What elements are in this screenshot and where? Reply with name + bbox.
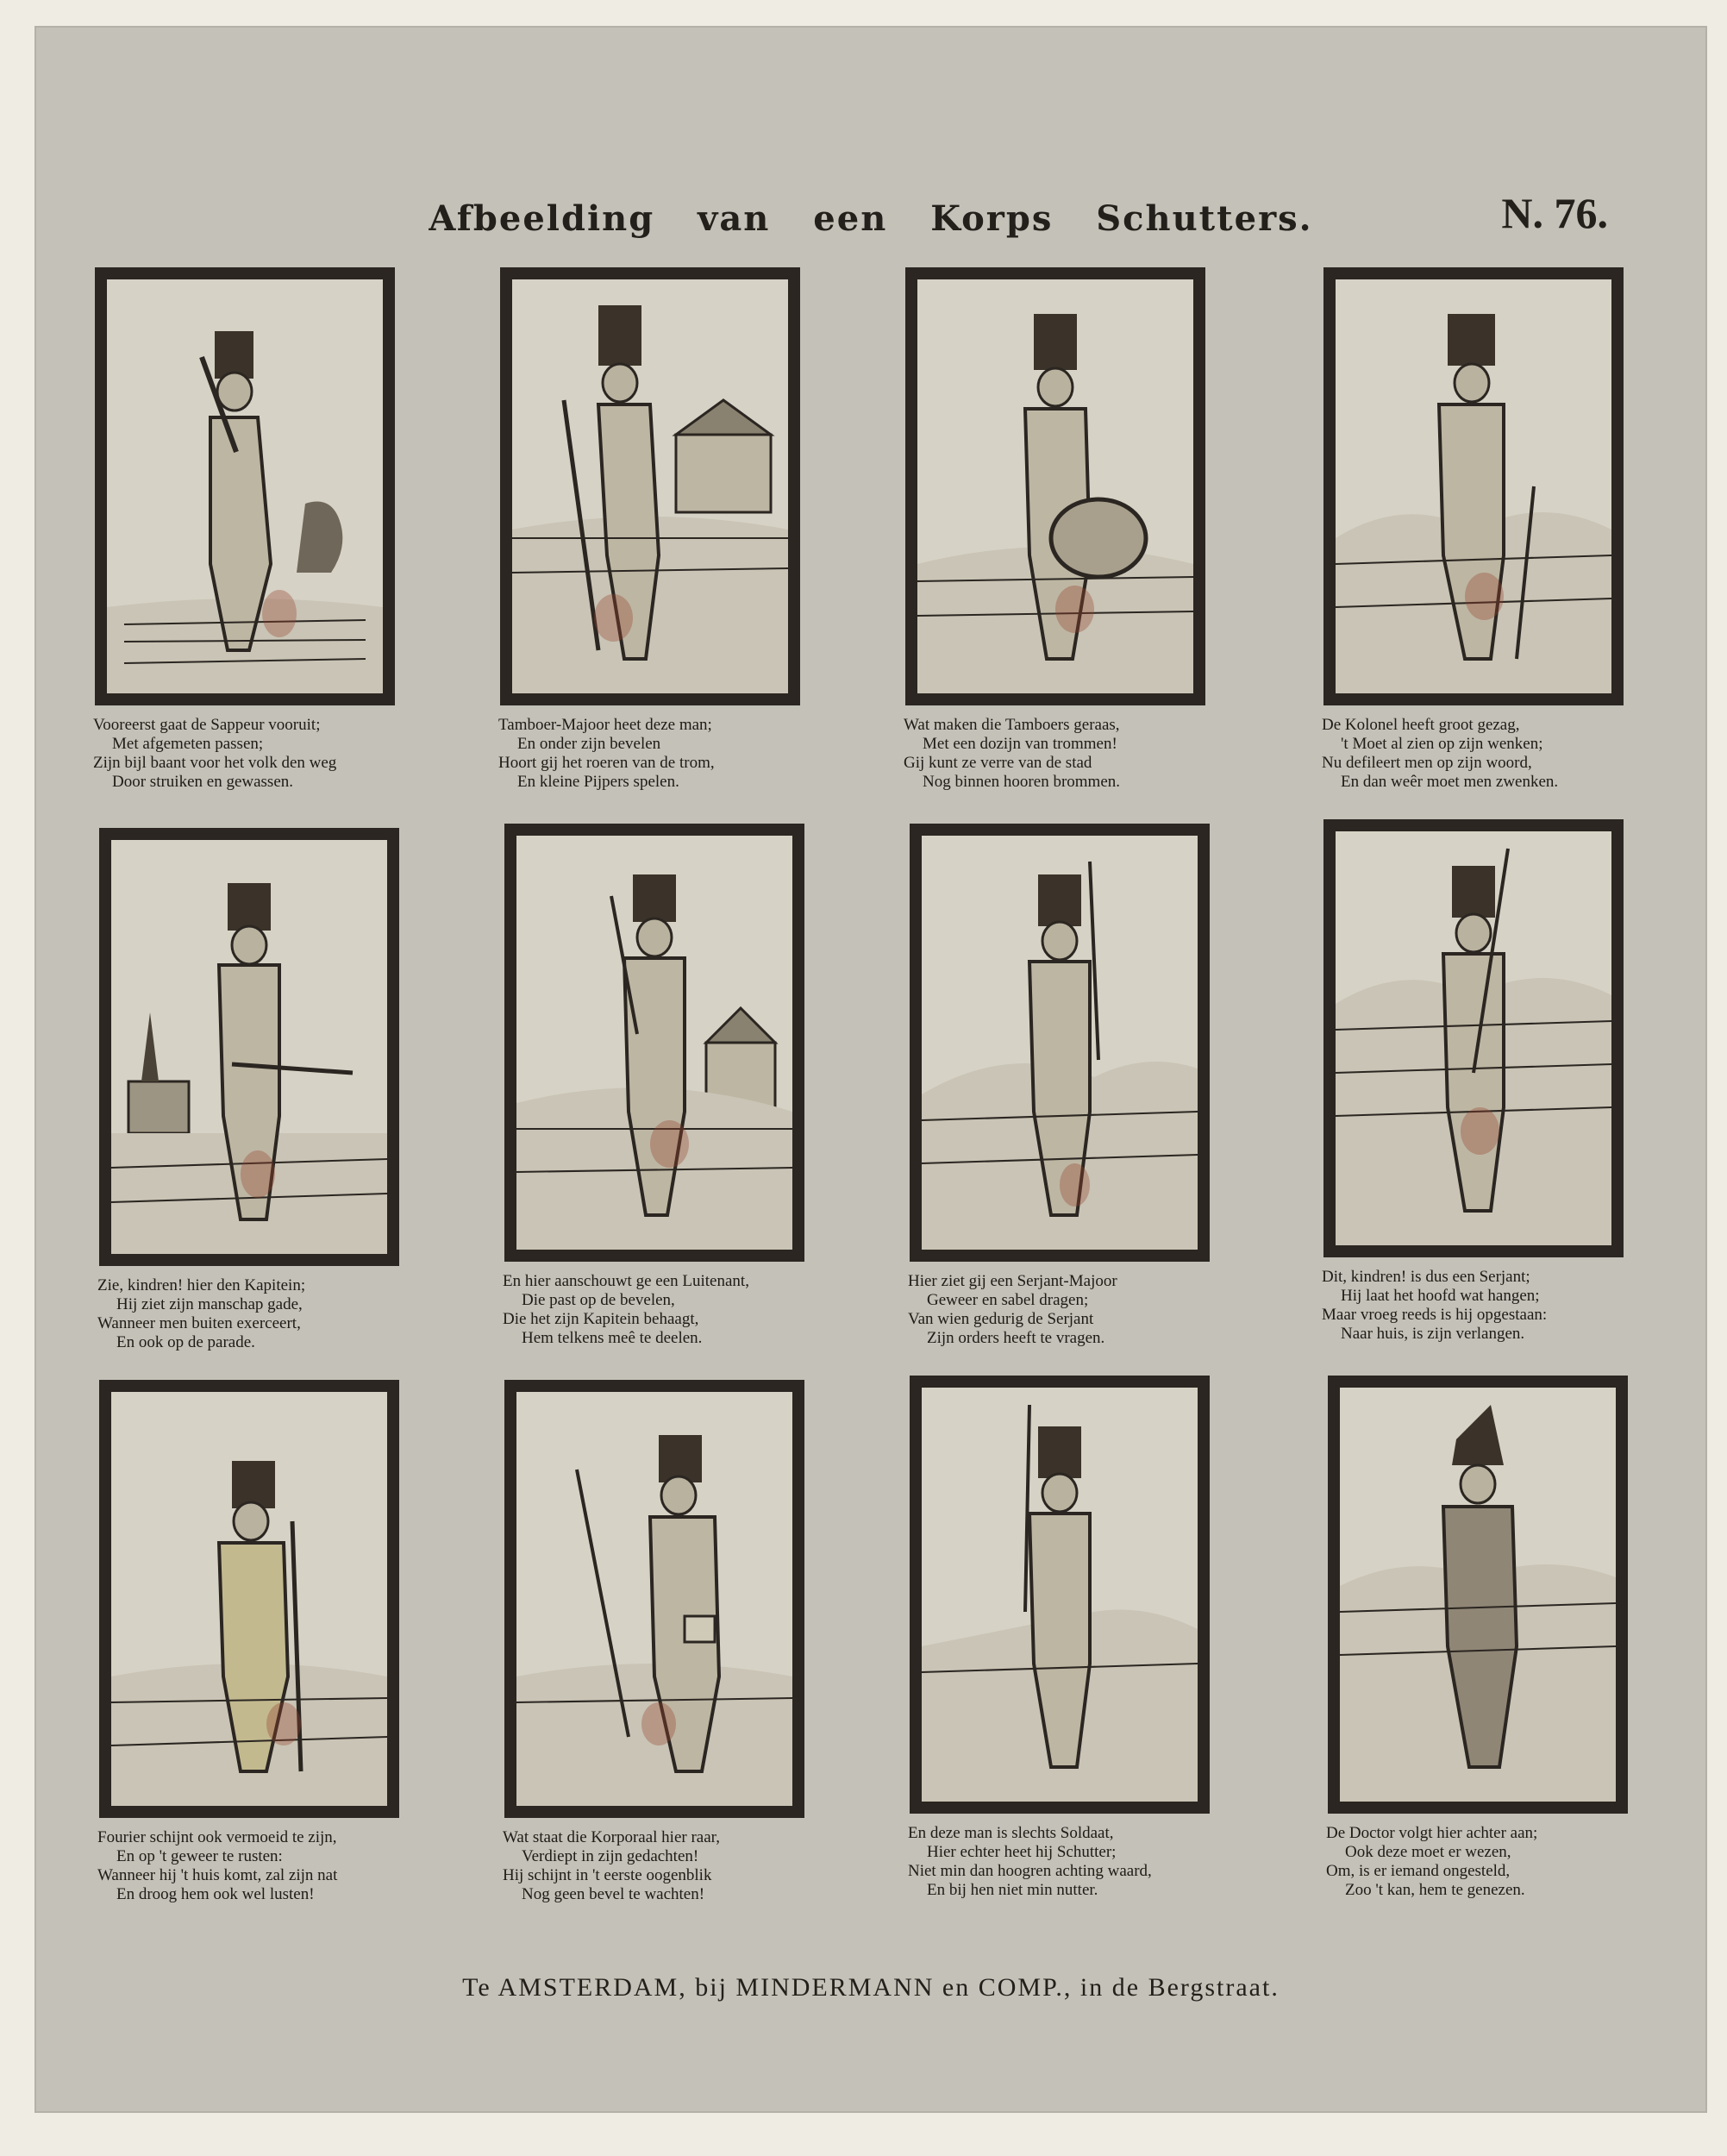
ink-stain xyxy=(1465,573,1504,620)
woodcut-doctor xyxy=(1328,1376,1628,1814)
verse xyxy=(1311,1824,1630,1900)
verse-line: Zie, kindren! hier den Kapitein; xyxy=(97,1276,306,1294)
print-cell xyxy=(487,824,806,1348)
woodcut-tamboer-majoor xyxy=(500,267,800,705)
verse-line: De Kolonel heeft groot gezag, xyxy=(1322,716,1520,734)
woodcut-tamboers xyxy=(905,267,1205,705)
verse-line: Zijn orders heeft te vragen. xyxy=(927,1329,1105,1347)
ink-stain xyxy=(1060,1163,1090,1206)
verse xyxy=(1306,716,1625,792)
print-cell xyxy=(483,267,802,792)
woodcut-luitenant xyxy=(504,824,804,1262)
ink-stain xyxy=(650,1120,689,1168)
ink-stain xyxy=(262,590,297,637)
print-cell xyxy=(892,1376,1211,1900)
soldier-illustration xyxy=(107,279,383,693)
verse xyxy=(888,716,1207,792)
soldier-illustration xyxy=(922,1388,1198,1802)
verse-line: Zijn bijl baant voor het volk den weg xyxy=(93,754,337,772)
verse-line: Verdiept in zijn gedachten! xyxy=(522,1847,699,1865)
verse xyxy=(892,1824,1211,1900)
soldier-illustration xyxy=(1336,279,1611,693)
woodcut-soldaat xyxy=(910,1376,1210,1814)
sheet-number: N. 76. xyxy=(1501,189,1608,237)
verse xyxy=(1306,1268,1625,1344)
verse xyxy=(82,1276,401,1352)
ink-stain xyxy=(266,1702,301,1745)
sheet-title: Afbeelding van een Korps Schutters. xyxy=(429,198,1313,239)
verse-line: 't Moet al zien op zijn wenken; xyxy=(1341,735,1543,753)
print-cell xyxy=(1311,1376,1630,1900)
verse-line: Om, is er iemand ongesteld, xyxy=(1326,1862,1511,1880)
print-cell xyxy=(82,1380,401,1904)
verse-line: Dit, kindren! is dus een Serjant; xyxy=(1322,1268,1530,1286)
verse-line: Door struiken en gewassen. xyxy=(112,773,294,791)
verse xyxy=(82,1828,401,1904)
verse-line: Naar huis, is zijn verlangen. xyxy=(1341,1325,1525,1343)
verse-line: Nu defileert men op zijn woord, xyxy=(1322,754,1532,772)
verse-line: Niet min dan hoogren achting waard, xyxy=(908,1862,1152,1880)
verse-line: En ook op de parade. xyxy=(116,1333,255,1351)
verse-line: Hoort gij het roeren van de trom, xyxy=(498,754,715,772)
verse-line: Fourier schijnt ook vermoeid te zijn, xyxy=(97,1828,337,1846)
ink-stain xyxy=(1461,1107,1499,1155)
woodcut-kolonel xyxy=(1323,267,1624,705)
woodcut-fourier xyxy=(99,1380,399,1818)
woodcut-sappeur xyxy=(95,267,395,705)
verse-line: Met een dozijn van trommen! xyxy=(923,735,1117,753)
verse-line: Nog geen bevel te wachten! xyxy=(522,1885,705,1903)
verse-line: Ook deze moet er wezen, xyxy=(1345,1843,1511,1861)
soldier-illustration xyxy=(1340,1388,1616,1802)
verse-line: Hier echter heet hij Schutter; xyxy=(927,1843,1117,1861)
broadsheet xyxy=(34,26,1707,2113)
verse-line: En hier aanschouwt ge een Luitenant, xyxy=(503,1272,749,1290)
verse-line: En dan weêr moet men zwenken. xyxy=(1341,773,1559,791)
print-cell xyxy=(888,267,1207,792)
verse-line: Hij laat het hoofd wat hangen; xyxy=(1341,1287,1540,1305)
ink-stain xyxy=(1055,586,1094,633)
woodcut-serjant xyxy=(1323,819,1624,1257)
verse-line: Hij ziet zijn manschap gade, xyxy=(116,1295,303,1313)
verse-line: En bij hen niet min nutter. xyxy=(927,1881,1098,1899)
woodcut-kapitein xyxy=(99,828,399,1266)
print-cell xyxy=(82,828,401,1352)
print-cell xyxy=(487,1380,806,1904)
verse-line: En droog hem ook wel lusten! xyxy=(116,1885,315,1903)
verse-line: Geweer en sabel dragen; xyxy=(927,1291,1089,1309)
verse-line: Wat staat die Korporaal hier raar, xyxy=(503,1828,720,1846)
verse-line: En op 't geweer te rusten: xyxy=(116,1847,283,1865)
verse-line: De Doctor volgt hier achter aan; xyxy=(1326,1824,1538,1842)
verse xyxy=(483,716,802,792)
ink-stain xyxy=(641,1702,676,1745)
verse-line: Vooreerst gaat de Sappeur vooruit; xyxy=(93,716,321,734)
verse-line: Hij schijnt in 't eerste oogenblik xyxy=(503,1866,712,1884)
verse-line: En kleine Pijpers spelen. xyxy=(517,773,679,791)
print-cell xyxy=(1306,819,1625,1344)
verse-line: En onder zijn bevelen xyxy=(517,735,661,753)
woodcut-korporaal xyxy=(504,1380,804,1818)
verse-line: Die het zijn Kapitein behaagt, xyxy=(503,1310,699,1328)
verse-line: Maar vroeg reeds is hij opgestaan: xyxy=(1322,1306,1548,1324)
verse-line: Zoo 't kan, hem te genezen. xyxy=(1345,1881,1525,1899)
verse xyxy=(487,1272,806,1348)
verse-line: Gij kunt ze verre van de stad xyxy=(904,754,1092,772)
soldier-illustration xyxy=(917,279,1193,693)
soldier-illustration xyxy=(512,279,788,693)
ink-stain xyxy=(594,594,633,642)
print-cell xyxy=(892,824,1211,1348)
soldier-illustration xyxy=(516,836,792,1250)
verse xyxy=(487,1828,806,1904)
verse-line: Tamboer-Majoor heet deze man; xyxy=(498,716,712,734)
verse-line: Nog binnen hooren brommen. xyxy=(923,773,1121,791)
verse-line: Hem telkens meê te deelen. xyxy=(522,1329,703,1347)
verse xyxy=(78,716,397,792)
verse xyxy=(892,1272,1211,1348)
verse-line: Wanneer men buiten exerceert, xyxy=(97,1314,301,1332)
verse-line: Wanneer hij 't huis komt, zal zijn nat xyxy=(97,1866,338,1884)
verse-line: Met afgemeten passen; xyxy=(112,735,264,753)
verse-line: En deze man is slechts Soldaat, xyxy=(908,1824,1114,1842)
soldier-illustration xyxy=(111,1392,387,1806)
verse-line: Wat maken die Tamboers geraas, xyxy=(904,716,1120,734)
print-cell xyxy=(78,267,397,792)
print-cell xyxy=(1306,267,1625,792)
verse-line: Van wien gedurig de Serjant xyxy=(908,1310,1094,1328)
publisher-imprint: Te AMSTERDAM, bij MINDERMANN en COMP., in de Bergstraat. xyxy=(462,1973,1280,2002)
ink-stain xyxy=(241,1150,275,1198)
verse-line: Die past op de bevelen, xyxy=(522,1291,675,1309)
verse-line: Hier ziet gij een Serjant-Majoor xyxy=(908,1272,1117,1290)
woodcut-serjant-majoor xyxy=(910,824,1210,1262)
soldier-illustration xyxy=(1336,831,1611,1245)
